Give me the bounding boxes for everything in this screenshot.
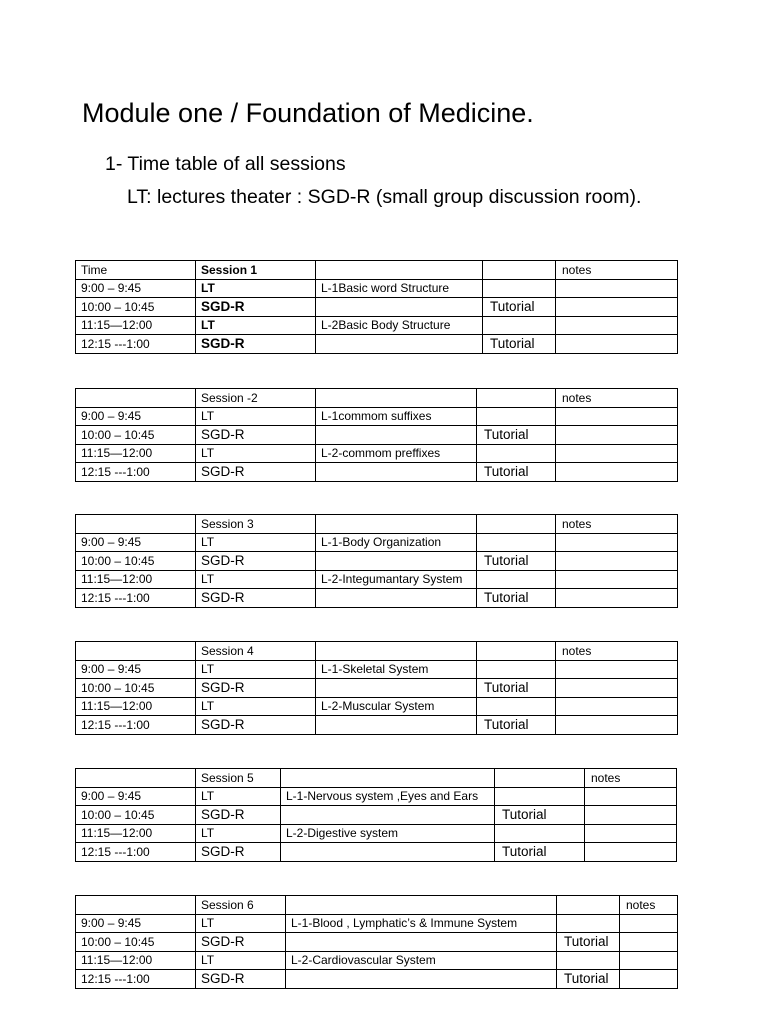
room-cell: LT xyxy=(196,570,316,589)
table-header-row xyxy=(76,261,678,280)
room-cell: SGD-R xyxy=(196,589,316,608)
lecture-cell: L-2-Integumantary System xyxy=(316,570,477,589)
notes-header: notes xyxy=(556,261,678,280)
table-row xyxy=(76,970,678,989)
table-row xyxy=(76,570,678,589)
timetable-session-3 xyxy=(75,514,678,608)
notes-cell xyxy=(556,589,678,608)
time-cell: 12:15 ---1:00 xyxy=(76,463,196,482)
notes-cell xyxy=(585,787,677,806)
time-cell: 11:15—12:00 xyxy=(76,444,196,463)
room-cell: SGD-R xyxy=(196,970,286,989)
time-cell: 9:00 – 9:45 xyxy=(76,787,196,806)
table-row xyxy=(76,463,678,482)
table-row xyxy=(76,843,677,862)
time-cell: 10:00 – 10:45 xyxy=(76,679,196,698)
time-cell: 12:15 ---1:00 xyxy=(76,589,196,608)
room-cell: LT xyxy=(196,951,286,970)
room-cell: SGD-R xyxy=(196,716,316,735)
notes-header: notes xyxy=(620,896,678,915)
type-cell xyxy=(495,824,585,843)
time-cell: 12:15 ---1:00 xyxy=(76,843,196,862)
room-cell: LT xyxy=(196,533,316,552)
table-row xyxy=(76,426,678,445)
lecture-cell: L-2Basic Body Structure xyxy=(316,316,483,335)
type-cell xyxy=(483,279,556,298)
room-cell: SGD-R xyxy=(196,806,281,825)
type-cell: Tutorial xyxy=(495,843,585,862)
room-legend: LT: lectures theater : SGD-R (small group discussion room). xyxy=(127,186,642,208)
lecture-cell xyxy=(316,552,477,571)
room-cell: LT xyxy=(196,279,316,298)
room-cell: LT xyxy=(196,407,316,426)
notes-cell xyxy=(556,570,678,589)
type-cell: Tutorial xyxy=(557,933,620,952)
table-row xyxy=(76,589,678,608)
notes-header: notes xyxy=(556,389,678,408)
lecture-cell: L-1Basic word Structure xyxy=(316,279,483,298)
type-cell: Tutorial xyxy=(477,589,556,608)
empty-cell xyxy=(316,515,477,534)
empty-cell xyxy=(483,261,556,280)
notes-cell xyxy=(556,660,678,679)
section-heading: 1- Time table of all sessions xyxy=(105,153,346,175)
time-cell: 10:00 – 10:45 xyxy=(76,552,196,571)
table-row xyxy=(76,335,678,354)
time-header xyxy=(76,389,196,408)
lecture-cell xyxy=(316,589,477,608)
type-cell xyxy=(477,697,556,716)
room-cell: LT xyxy=(196,914,286,933)
lecture-cell: L-2-Cardiovascular System xyxy=(286,951,557,970)
notes-cell xyxy=(620,951,678,970)
timetable-session-6 xyxy=(75,895,678,989)
type-cell: Tutorial xyxy=(477,426,556,445)
table-row xyxy=(76,787,677,806)
empty-cell xyxy=(316,261,483,280)
type-cell xyxy=(557,914,620,933)
table-row xyxy=(76,679,678,698)
notes-cell xyxy=(585,806,677,825)
lecture-cell: L-2-Digestive system xyxy=(281,824,495,843)
table-row xyxy=(76,806,677,825)
time-cell: 12:15 ---1:00 xyxy=(76,970,196,989)
lecture-cell: L-2-Muscular System xyxy=(316,697,477,716)
type-cell xyxy=(477,407,556,426)
lecture-cell xyxy=(286,933,557,952)
timetable-session-5 xyxy=(75,768,677,862)
empty-cell xyxy=(316,389,477,408)
empty-cell xyxy=(477,642,556,661)
session-label: Session 1 xyxy=(196,261,316,280)
time-cell: 11:15—12:00 xyxy=(76,570,196,589)
time-header xyxy=(76,515,196,534)
type-cell: Tutorial xyxy=(495,806,585,825)
lecture-cell: L-2-commom preffixes xyxy=(316,444,477,463)
table-header-row xyxy=(76,389,678,408)
time-cell: 9:00 – 9:45 xyxy=(76,279,196,298)
type-cell: Tutorial xyxy=(557,970,620,989)
type-cell xyxy=(477,660,556,679)
type-cell xyxy=(483,316,556,335)
table-row xyxy=(76,697,678,716)
lecture-cell: L-1-Blood , Lymphatic’s & Immune System xyxy=(286,914,557,933)
lecture-cell: L-1-Body Organization xyxy=(316,533,477,552)
room-cell: SGD-R xyxy=(196,426,316,445)
session-label: Session 6 xyxy=(196,896,286,915)
room-cell: LT xyxy=(196,787,281,806)
notes-cell xyxy=(585,843,677,862)
lecture-cell xyxy=(281,806,495,825)
table-header-row xyxy=(76,769,677,788)
time-cell: 11:15—12:00 xyxy=(76,316,196,335)
notes-cell xyxy=(556,426,678,445)
type-cell xyxy=(477,570,556,589)
time-cell: 9:00 – 9:45 xyxy=(76,533,196,552)
notes-cell xyxy=(556,279,678,298)
notes-cell xyxy=(556,298,678,317)
time-cell: 9:00 – 9:45 xyxy=(76,660,196,679)
type-cell: Tutorial xyxy=(477,679,556,698)
table-header-row xyxy=(76,896,678,915)
table-row xyxy=(76,298,678,317)
type-cell: Tutorial xyxy=(483,298,556,317)
time-cell: 12:15 ---1:00 xyxy=(76,716,196,735)
session-label: Session 4 xyxy=(196,642,316,661)
session-label: Session -2 xyxy=(196,389,316,408)
lecture-cell xyxy=(316,298,483,317)
room-cell: LT xyxy=(196,444,316,463)
type-cell: Tutorial xyxy=(477,716,556,735)
table-row xyxy=(76,533,678,552)
notes-cell xyxy=(556,533,678,552)
lecture-cell xyxy=(316,679,477,698)
time-cell: 10:00 – 10:45 xyxy=(76,806,196,825)
notes-header: notes xyxy=(556,515,678,534)
table-row xyxy=(76,951,678,970)
notes-cell xyxy=(556,552,678,571)
empty-cell xyxy=(495,769,585,788)
lecture-cell xyxy=(316,716,477,735)
lecture-cell xyxy=(281,843,495,862)
time-cell: 9:00 – 9:45 xyxy=(76,407,196,426)
empty-cell xyxy=(316,642,477,661)
time-header xyxy=(76,769,196,788)
empty-cell xyxy=(477,389,556,408)
time-header: Time xyxy=(76,261,196,280)
notes-header: notes xyxy=(585,769,677,788)
notes-cell xyxy=(556,716,678,735)
time-header xyxy=(76,896,196,915)
lecture-cell xyxy=(316,463,477,482)
document-title: Module one / Foundation of Medicine. xyxy=(82,98,534,128)
lecture-cell xyxy=(286,970,557,989)
notes-cell xyxy=(556,316,678,335)
empty-cell xyxy=(286,896,557,915)
timetable-session-2 xyxy=(75,388,678,482)
time-cell: 11:15—12:00 xyxy=(76,951,196,970)
time-cell: 11:15—12:00 xyxy=(76,697,196,716)
type-cell xyxy=(495,787,585,806)
notes-cell xyxy=(556,463,678,482)
timetable-session-4 xyxy=(75,641,678,735)
room-cell: LT xyxy=(196,316,316,335)
type-cell: Tutorial xyxy=(483,335,556,354)
room-cell: SGD-R xyxy=(196,679,316,698)
notes-cell xyxy=(556,407,678,426)
type-cell xyxy=(477,444,556,463)
empty-cell xyxy=(477,515,556,534)
room-cell: SGD-R xyxy=(196,463,316,482)
room-cell: LT xyxy=(196,824,281,843)
lecture-cell: L-1commom suffixes xyxy=(316,407,477,426)
table-header-row xyxy=(76,515,678,534)
type-cell xyxy=(557,951,620,970)
table-row xyxy=(76,660,678,679)
notes-cell xyxy=(556,679,678,698)
type-cell: Tutorial xyxy=(477,552,556,571)
room-cell: SGD-R xyxy=(196,335,316,354)
time-cell: 10:00 – 10:45 xyxy=(76,933,196,952)
table-row xyxy=(76,914,678,933)
notes-header: notes xyxy=(556,642,678,661)
notes-cell xyxy=(556,697,678,716)
table-header-row xyxy=(76,642,678,661)
lecture-cell: L-1-Skeletal System xyxy=(316,660,477,679)
notes-cell xyxy=(585,824,677,843)
room-cell: LT xyxy=(196,660,316,679)
timetable-session-1 xyxy=(75,260,678,354)
time-cell: 10:00 – 10:45 xyxy=(76,426,196,445)
table-row xyxy=(76,279,678,298)
table-row xyxy=(76,444,678,463)
time-cell: 11:15—12:00 xyxy=(76,824,196,843)
lecture-cell xyxy=(316,335,483,354)
table-row xyxy=(76,716,678,735)
lecture-cell xyxy=(316,426,477,445)
room-cell: SGD-R xyxy=(196,552,316,571)
notes-cell xyxy=(620,914,678,933)
table-row xyxy=(76,824,677,843)
notes-cell xyxy=(620,970,678,989)
time-cell: 9:00 – 9:45 xyxy=(76,914,196,933)
table-row xyxy=(76,407,678,426)
table-row xyxy=(76,552,678,571)
table-row xyxy=(76,933,678,952)
room-cell: SGD-R xyxy=(196,298,316,317)
time-header xyxy=(76,642,196,661)
notes-cell xyxy=(556,444,678,463)
time-cell: 10:00 – 10:45 xyxy=(76,298,196,317)
room-cell: SGD-R xyxy=(196,843,281,862)
lecture-cell: L-1-Nervous system ,Eyes and Ears xyxy=(281,787,495,806)
type-cell xyxy=(477,533,556,552)
notes-cell xyxy=(556,335,678,354)
empty-cell xyxy=(281,769,495,788)
room-cell: SGD-R xyxy=(196,933,286,952)
session-label: Session 3 xyxy=(196,515,316,534)
empty-cell xyxy=(557,896,620,915)
time-cell: 12:15 ---1:00 xyxy=(76,335,196,354)
session-label: Session 5 xyxy=(196,769,281,788)
notes-cell xyxy=(620,933,678,952)
table-row xyxy=(76,316,678,335)
type-cell: Tutorial xyxy=(477,463,556,482)
room-cell: LT xyxy=(196,697,316,716)
